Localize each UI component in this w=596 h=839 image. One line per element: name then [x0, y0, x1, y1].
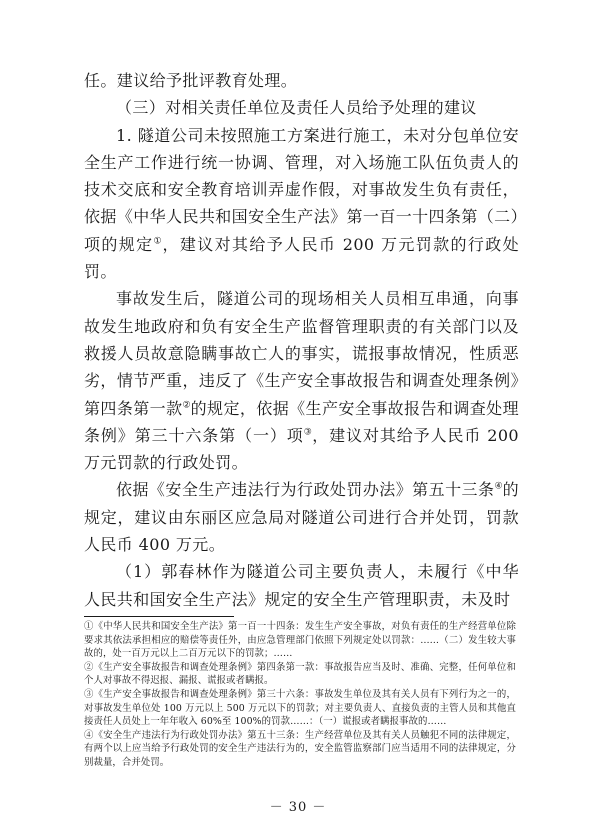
footnote-ref-4[interactable]: ④: [494, 482, 503, 493]
paragraph-concealment: [84, 285, 519, 476]
footnote-ref-1[interactable]: ①: [153, 236, 163, 247]
paragraph-tunnel-company-penalty: [84, 122, 519, 286]
footnote-ref-3[interactable]: ③: [303, 427, 313, 438]
paragraph-combined-penalty: [84, 476, 519, 558]
section-heading: （三）对相关责任单位及责任人员给予处理的建议: [116, 98, 477, 118]
footnote-4: ④《安全生产违法行为行政处罚办法》第五十三条：生产经营单位及其有关人员触犯不同的法律规定，有两个以上应当给予行政处罚的安全生产违法行为的，安全监管监察部门应当适用不同的法律规定，分别裁量，合并处罚。: [84, 729, 516, 768]
footnote-1: ①《中华人民共和国安全生产法》第一百一十四条：发生生产安全事故，对负有责任的生产经营单位除要求其依法承担相应的赔偿等责任外，由应急管理部门依照下列规定处以罚款：……（二）发生较大事故的，处一百万元以上二百万元以下的罚款；……: [84, 621, 516, 660]
footnote-ref-2[interactable]: ②: [182, 400, 191, 411]
paragraph-text: 事故发生后，隧道公司的现场相关人员相互串通，向事故发生地政府和负有安全生产监督管理职责的有关部门以及救援人员故意隐瞒事故亡人的事实，谎报事故情况，性质恶劣，情节严重，违反了《生产安全事故报告和调查处理条例》第四条第一款: [84, 289, 519, 418]
paragraph-text: 的规定，建议由东丽区应急局对隧道公司进行合并处罚，罚款人民币 400 万元。: [84, 480, 519, 555]
paragraph-responsible-person: （1）郭春林作为隧道公司主要负责人，未履行《中华人民共和国安全生产法》规定的安全生产管理职责，未及时: [84, 562, 519, 609]
paragraph-text: 1. 隧道公司未按照施工方案进行施工，未对分包单位安全生产工作进行统一协调、管理，对入场施工队伍负责人的技术交底和安全教育培训弄虚作假，对事故发生负有责任，依据《中华人民共和国安全生产法》第一百一十四条第（二）项的规定: [84, 125, 519, 254]
paragraph-text: 的规定，依据《生产安全事故报告和调查处理条例》第三十六条第（一）项: [84, 398, 519, 445]
footnotes: [84, 620, 516, 770]
page-number: － 30 －: [269, 800, 327, 815]
footnote-3: ③《生产安全事故报告和调查处理条例》第三十六条：事故发生单位及其有关人员有下列行为之一的，对事故发生单位处 100 万元以上 500 万元以下的罚款；对主要负责人、直接负责的主管人员和其他直接责任人员处上一年年收入 60%至 100%的罚款……：（一）谎报或者瞒报事故的……: [84, 688, 516, 728]
paragraph-text: 依据《安全生产违法行为行政处罚办法》第五十三条: [116, 480, 495, 500]
main-text: [84, 67, 519, 613]
footnote-divider: [84, 616, 234, 617]
footnote-2: ②《生产安全事故报告和调查处理条例》第四条第一款：事故报告应当及时、准确、完整，任何单位和个人对事故不得迟报、漏报、谎报或者瞒报。: [84, 661, 516, 687]
paragraph-text: ，建议对其给予人民币 200 万元罚款的行政处罚。: [84, 234, 519, 282]
paragraph-text: ，建议对其给予人民币 200 万元罚款的行政处罚。: [84, 425, 519, 473]
paragraph-continuation: 任。建议给予批评教育处理。: [84, 71, 298, 90]
